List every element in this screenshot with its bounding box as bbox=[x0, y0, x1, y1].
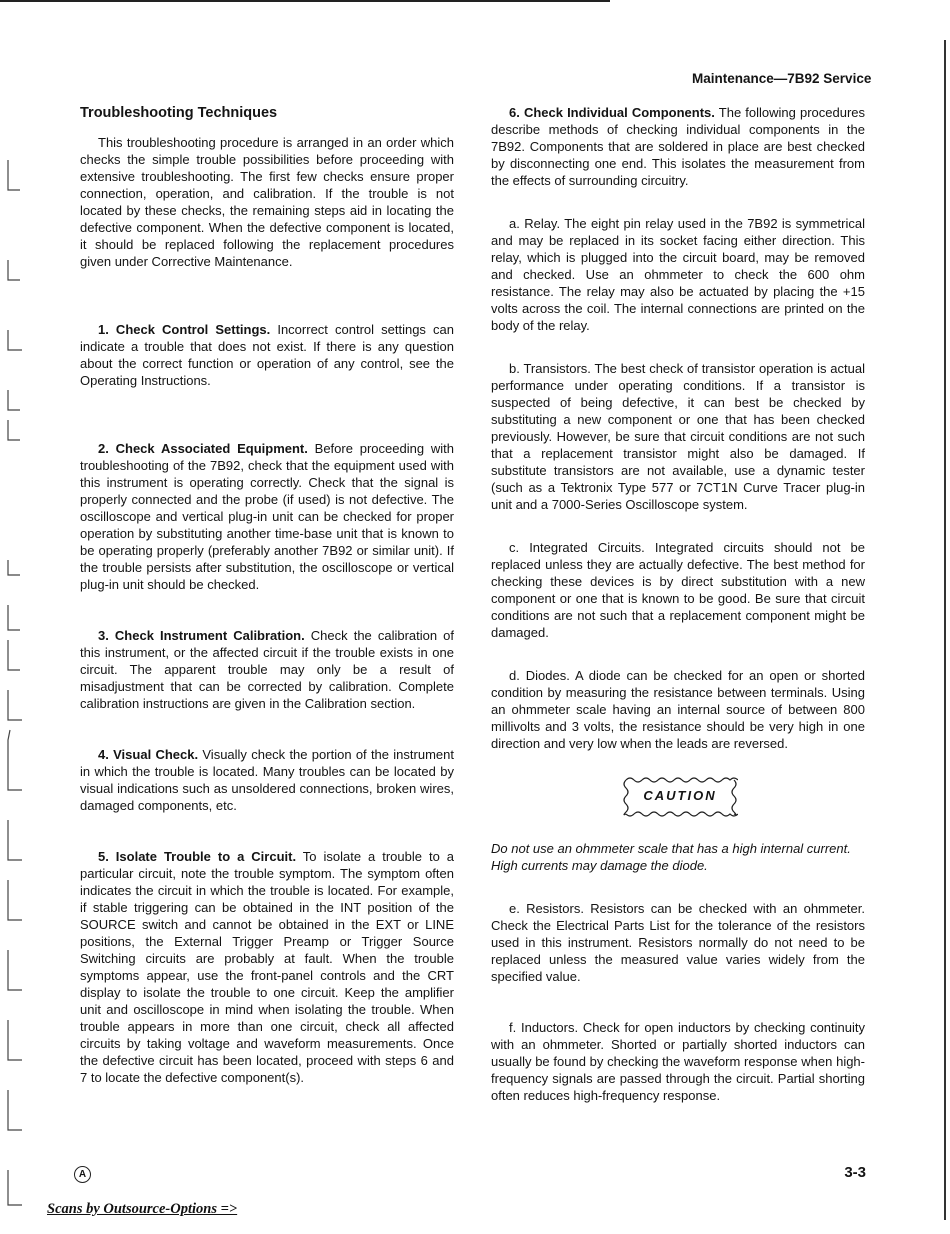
transistors-paragraph bbox=[491, 360, 865, 513]
step-4-text: Visually check the portion of the instrument in which the trouble is located. Many troubles can be located by visual indications such as unsoldered connections, broken wires, damaged components, etc. bbox=[80, 747, 454, 813]
caution-box bbox=[491, 774, 865, 820]
transistors-heading: b. Transistors. bbox=[509, 361, 591, 376]
inductors-paragraph bbox=[491, 1019, 865, 1104]
relay-text: The eight pin relay used in the 7B92 is symmetrical and may be replaced in its socket facing either direction. This relay, which is plugged into the circuit board, may be removed and checked. Use an ohmmeter to check the 600 ohm resistance. The relay may also be actuated by placing the +15 volts across the coil. The internal connections are printed on the body of the relay. bbox=[491, 216, 866, 333]
top-rule bbox=[0, 0, 610, 2]
binding-edge-rule bbox=[944, 40, 946, 1220]
step-2-heading: 2. Check Associated Equipment. bbox=[98, 441, 308, 456]
step-4-paragraph bbox=[80, 746, 454, 814]
step-6-text: The following procedures describe methods of checking individual components in the 7B92. Components that are soldered in place are best checked by disconnecting one end. This isolates the measurement from the effects of surrounding circuitry. bbox=[491, 105, 866, 188]
step-5-heading: 5. Isolate Trouble to a Circuit. bbox=[98, 849, 297, 864]
diodes-paragraph bbox=[491, 667, 865, 752]
step-3-paragraph bbox=[80, 627, 454, 712]
transistors-text: The best check of transistor operation is actual performance under operating conditions. If a transistor is suspected of being defective, it can best be checked by substituting a new component or one that has been checked previously. However, be sure that circuit conditions are not such that a replacement transistor might also be damaged. If substitute transistors are not available, use a dynamic tester (such as a Tektronix Type 577 or 7CT1N Curve Tracer plug-in unit and a 7000-Series Oscilloscope system. bbox=[491, 361, 866, 512]
resistors-text: Resistors can be checked with an ohmmeter. Check the Electrical Parts List for the tolerance of the resistors used in this instrument. Resistors normally do not need to be replaced unless the measured value varies widely from the specified value. bbox=[491, 901, 866, 984]
diodes-text: A diode can be checked for an open or shorted condition by measuring the resistance between terminals. Using an ohmmeter scale having an internal source of between 800 millivolts and 3 volts, the resistance should be very high in one direction and very low when the leads are reversed. bbox=[491, 668, 865, 751]
step-3-heading: 3. Check Instrument Calibration. bbox=[98, 628, 305, 643]
resistors-paragraph bbox=[491, 900, 865, 985]
integrated-circuits-text: Integrated circuits should not be replaced unless they are actually defective. The best method for checking these devices is by direct substitution with a new component or one that is known to be good. Be sure that circuit conditions are not such that a replacement component might be damaged. bbox=[491, 540, 865, 640]
step-5-paragraph bbox=[80, 848, 454, 1086]
step-3-text: Check the calibration of this instrument, or the affected circuit if the trouble exists in one circuit. The apparent trouble may only be a result of misadjustment that can be corrected by calibration. Complete calibration instructions are given in the Calibration section. bbox=[80, 628, 455, 711]
step-5-text: To isolate a trouble to a particular circuit, note the trouble symptom. The symptom often indicates the circuit in which the trouble is located. For example, if stable triggering can be obtained in the INT position of the SOURCE switch and cannot be obtained in the EXT or LINE positions, the External Trigger Preamp or Trigger Source Switching circuits are probably at fault. When the trouble symptoms appear, use the front-panel controls and the CRT display to isolate the trouble to one circuit. Keep the amplifier unit and oscilloscope in mind when isolating the trouble. When trouble appears in more than one circuit, check all affected circuits by taking voltage and waveform measurements. Once the defective circuit has been located, proceed with steps 6 and 7 to locate the defective component(s). bbox=[80, 849, 454, 1085]
binder-hole-marks bbox=[4, 30, 36, 1210]
right-column bbox=[491, 104, 865, 1104]
page-number: 3-3 bbox=[844, 1164, 866, 1181]
step-6-paragraph bbox=[491, 104, 865, 189]
integrated-circuits-heading: c. Integrated Circuits. bbox=[509, 540, 645, 555]
step-1-paragraph bbox=[80, 321, 454, 389]
step-2-text: Before proceeding with troubleshooting of the 7B92, check that the equipment used with this instrument is operating correctly. Check that the signal is properly connected and the probe (if used) is not defective. The oscilloscope and vertical plug-in unit can be checked for proper operation by substituting another time-base unit that is known to be operating properly (preferably another 7B92 or similar unit). If the trouble persists after substitution, the oscilloscope or vertical plug-in unit should be checked. bbox=[80, 441, 454, 592]
integrated-circuits-paragraph bbox=[491, 539, 865, 641]
inductors-heading: f. Inductors. bbox=[509, 1020, 579, 1035]
caution-note: Do not use an ohmmeter scale that has a high internal current. High currents may damage the diode. bbox=[491, 841, 851, 873]
diodes-heading: d. Diodes. bbox=[509, 668, 570, 683]
inductors-text: Check for open inductors by checking continuity with an ohmmeter. Shorted or partially shorted inductors can usually be found by checking the waveform response when high-frequency signals are passed through the circuit. Partial shorting often reduces high-frequency response. bbox=[491, 1020, 865, 1103]
relay-paragraph bbox=[491, 215, 865, 334]
step-6-heading: 6. Check Individual Components. bbox=[509, 105, 715, 120]
caution-label: CAUTION bbox=[643, 788, 717, 803]
step-1-heading: 1. Check Control Settings. bbox=[98, 322, 271, 337]
relay-heading: a. Relay. bbox=[509, 216, 561, 231]
step-2-paragraph bbox=[80, 440, 454, 593]
running-header: Maintenance—7B92 Service bbox=[692, 71, 872, 86]
left-column bbox=[80, 104, 454, 1086]
resistors-heading: e. Resistors. bbox=[509, 901, 584, 916]
step-4-heading: 4. Visual Check. bbox=[98, 747, 199, 762]
step-1-text: Incorrect control settings can indicate a trouble that does not exist. If there is any question about the correct function or operation of any control, see the Operating Instructions. bbox=[80, 322, 454, 388]
scan-credit-link[interactable]: Scans by Outsource-Options => bbox=[47, 1201, 238, 1217]
section-title: Troubleshooting Techniques bbox=[80, 105, 278, 121]
intro-paragraph: This troubleshooting procedure is arranged in an order which checks the simple trouble possibilities before proceeding with extensive troubleshooting. The first few checks ensure proper connection, operation, and calibration. If the trouble is not located by these checks, the remaining steps aid in locating the defective component. When the defective component is located, it should be replaced following the replacement procedures given under Corrective Maintenance. bbox=[80, 135, 454, 269]
footer-circled-symbol: A bbox=[74, 1166, 91, 1183]
